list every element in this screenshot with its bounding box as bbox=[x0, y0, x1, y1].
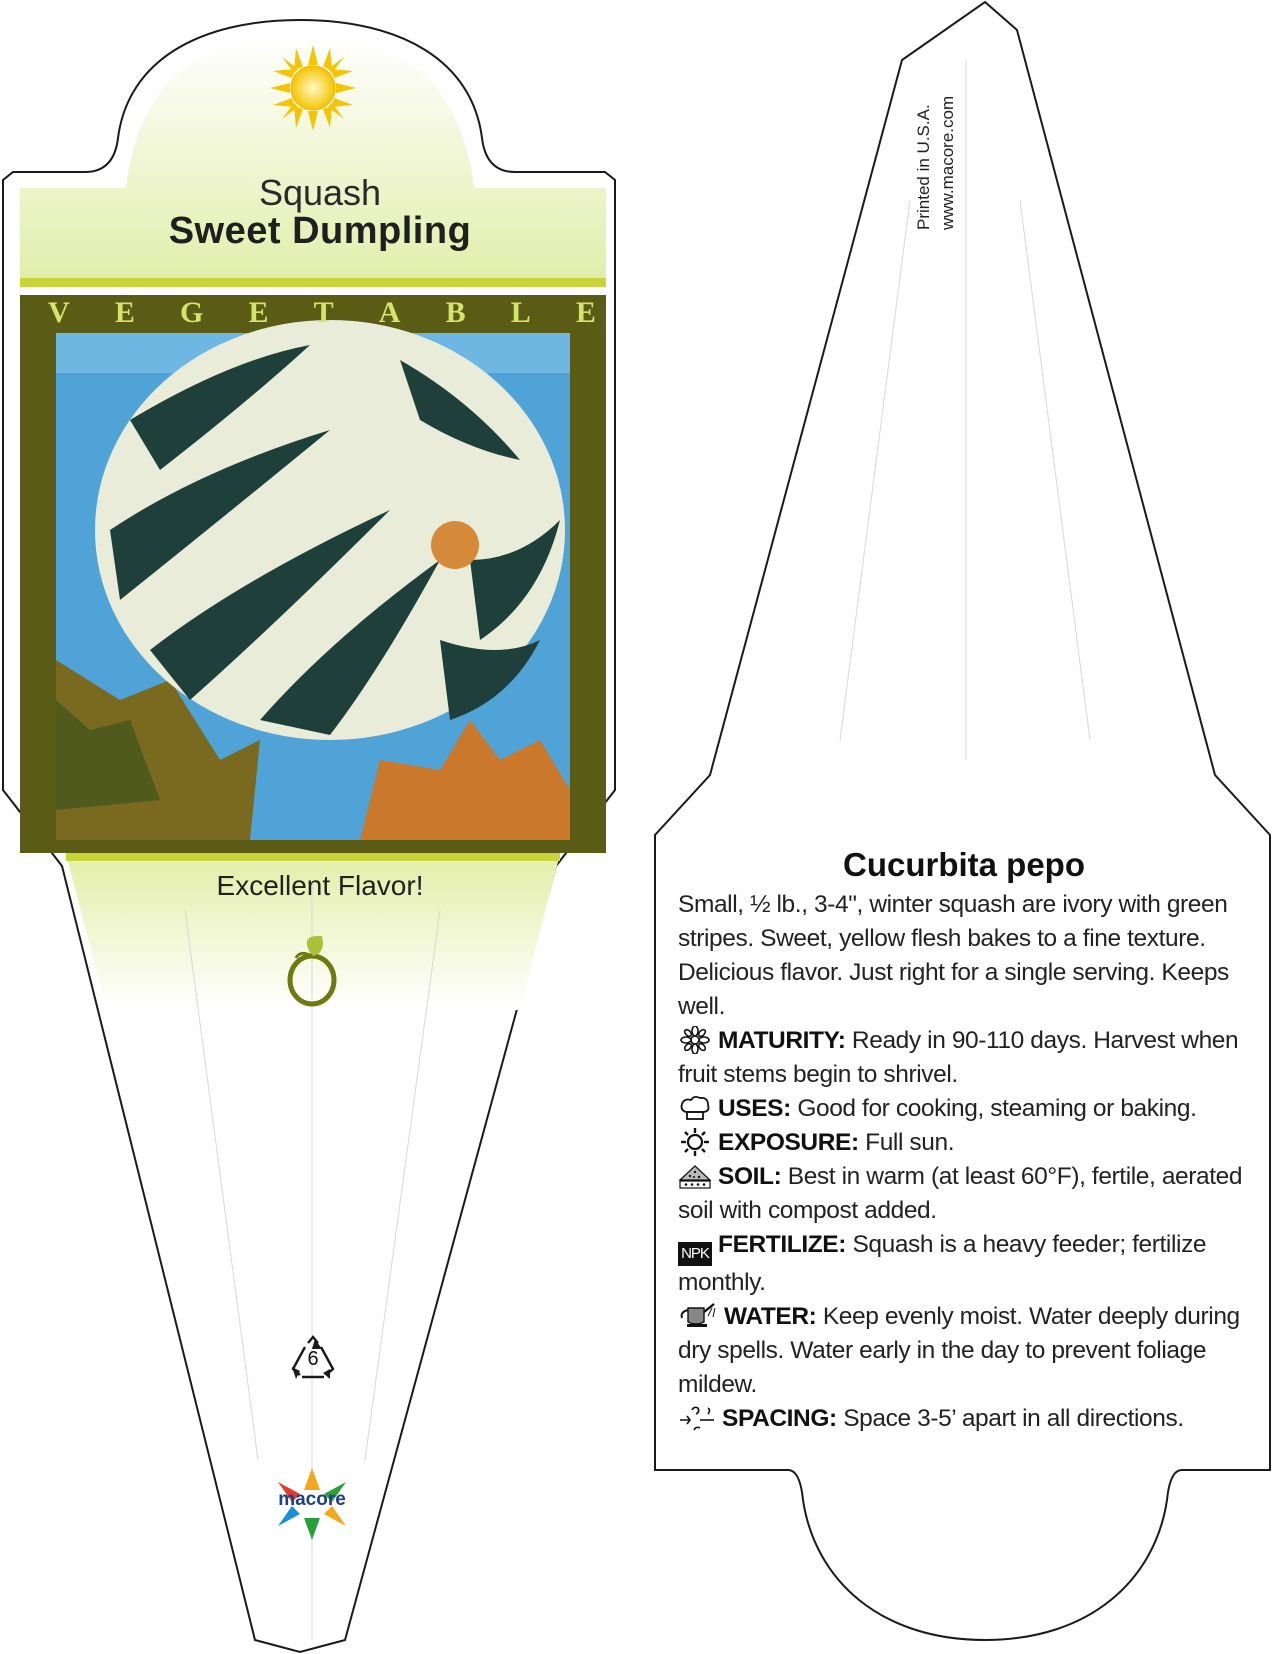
care-text: Keep evenly moist. Water deeply during dry spells. Water early in the day to prevent foliage mildew. bbox=[678, 1303, 1240, 1398]
care-item-soil bbox=[678, 1160, 1244, 1228]
plant-description: Small, ½ lb., 3-4", winter squash are ivory with green stripes. Sweet, yellow flesh bakes to a fine texture. Delicious flavor. Just right for a single serving. Keeps well. bbox=[678, 891, 1229, 1020]
care-label: EXPOSURE: bbox=[718, 1129, 859, 1156]
care-item-spacing bbox=[678, 1402, 1244, 1436]
category-letter: V bbox=[48, 296, 70, 329]
tagline: Excellent Flavor! bbox=[216, 870, 424, 901]
care-item-water bbox=[678, 1300, 1244, 1402]
flower-icon bbox=[678, 1026, 712, 1054]
care-label: USES: bbox=[718, 1095, 791, 1122]
care-text: Best in warm (at least 60°F), fertile, aerated soil with compost added. bbox=[678, 1163, 1243, 1224]
printed-in-label: Printed in U.S.A. bbox=[914, 104, 933, 230]
sun-icon bbox=[270, 45, 356, 131]
soil-icon bbox=[678, 1162, 712, 1190]
print-info bbox=[912, 60, 992, 230]
squash-photo bbox=[56, 320, 570, 840]
sprout-icon bbox=[282, 932, 342, 1008]
sun-icon bbox=[678, 1128, 712, 1156]
category-letter: E bbox=[575, 296, 596, 329]
care-label: SPACING: bbox=[722, 1405, 837, 1432]
care-item-uses bbox=[678, 1092, 1244, 1126]
care-text: Squash is a heavy feeder; fertilize monthly. bbox=[678, 1231, 1207, 1296]
npk-icon: NPK bbox=[678, 1242, 712, 1266]
brand-name: macore bbox=[278, 1489, 346, 1510]
scientific-name: Cucurbita pepo bbox=[842, 846, 1085, 883]
category-letter: E bbox=[114, 296, 135, 329]
category-label bbox=[48, 297, 596, 329]
care-item-maturity bbox=[678, 1024, 1244, 1092]
variety-name: Sweet Dumpling bbox=[168, 210, 472, 252]
care-label: MATURITY: bbox=[718, 1027, 846, 1054]
care-text: Good for cooking, steaming or baking. bbox=[797, 1095, 1197, 1122]
care-instructions bbox=[678, 888, 1244, 1436]
species-name: Squash bbox=[258, 172, 382, 213]
care-label: SOIL: bbox=[718, 1163, 782, 1190]
care-text: Ready in 90-110 days. Harvest when fruit stems begin to shrivel. bbox=[678, 1027, 1239, 1088]
care-item-exposure bbox=[678, 1126, 1244, 1160]
category-letter: G bbox=[179, 296, 204, 329]
care-label: FERTILIZE: bbox=[718, 1231, 847, 1258]
care-text: Space 3-5’ apart in all directions. bbox=[843, 1405, 1184, 1432]
care-text: Full sun. bbox=[865, 1129, 955, 1156]
website-label: www.macore.com bbox=[938, 95, 957, 230]
category-letter: A bbox=[378, 296, 401, 329]
watering-can-icon bbox=[678, 1300, 718, 1330]
care-item-fertilize bbox=[678, 1228, 1244, 1300]
care-label: WATER: bbox=[724, 1303, 817, 1330]
chef-hat-icon bbox=[678, 1094, 712, 1122]
spacing-icon bbox=[678, 1404, 716, 1432]
category-letter: L bbox=[510, 296, 531, 329]
recycle-code: 6 bbox=[307, 1348, 319, 1370]
category-letter: T bbox=[313, 296, 334, 329]
category-letter: B bbox=[445, 296, 466, 329]
category-letter: E bbox=[248, 296, 269, 329]
